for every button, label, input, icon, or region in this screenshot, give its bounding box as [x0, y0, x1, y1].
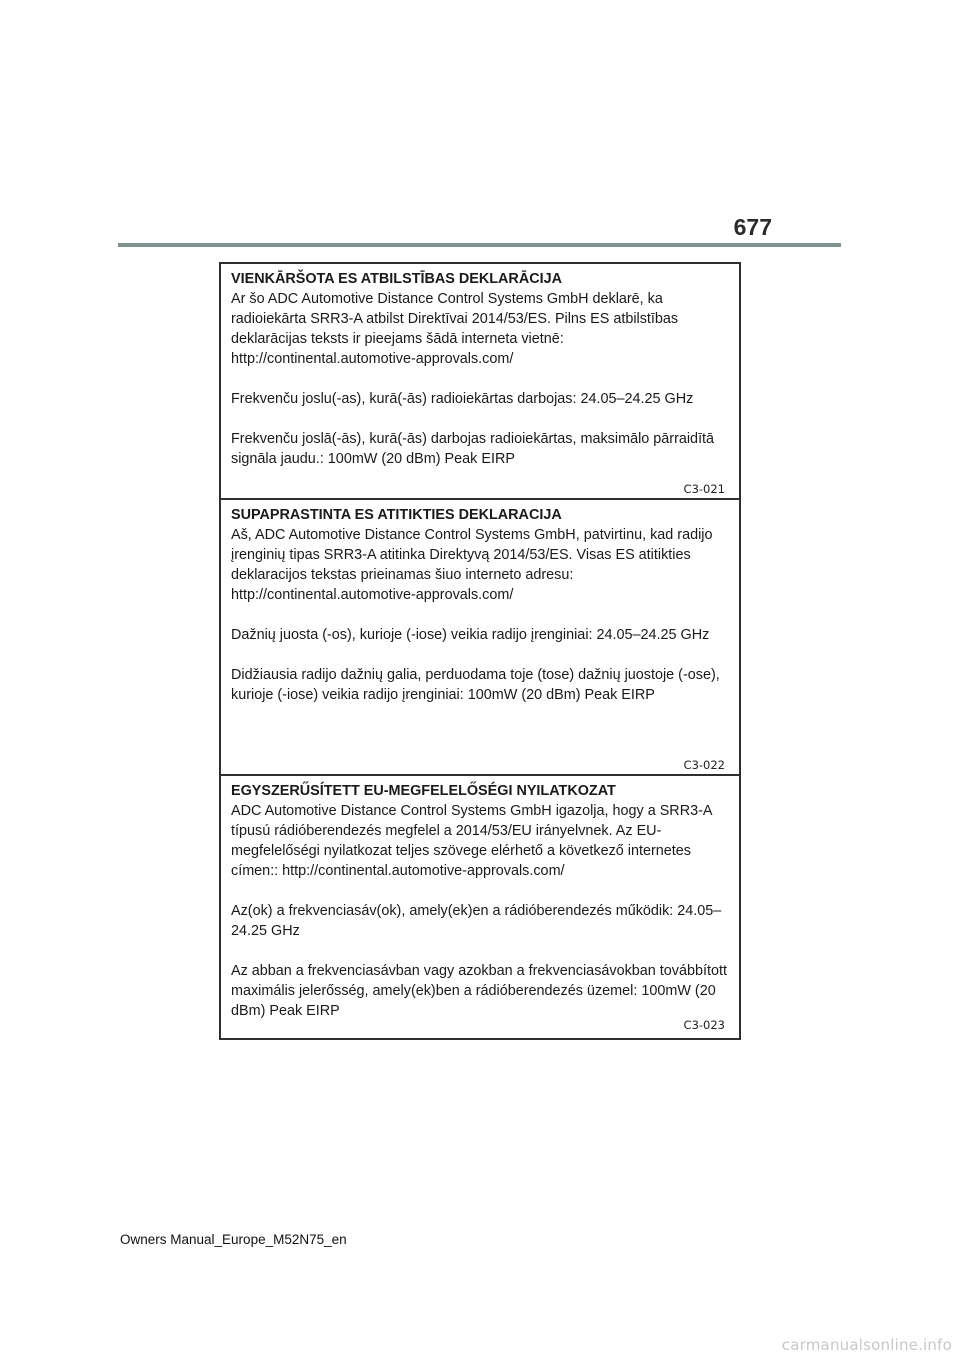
page-number: 677	[733, 214, 772, 240]
declaration-paragraph: Ar šo ADC Automotive Distance Control Systems GmbH deklarē, ka radioiekārta SRR3-A atbilst Direktīvai 2014/53/ES. Pilns ES atbilstības deklarācijas teksts ir pieejams šādā interneta vietnē: http://continental.automotive-approvals.com/	[231, 291, 679, 367]
declaration-title: SUPAPRASTINTA ES ATITIKTIES DEKLARACIJA	[231, 507, 562, 523]
declaration-code: C3-023	[683, 1018, 725, 1032]
declaration-paragraph: Frekvenču joslu(-as), kurā(-ās) radioiekārtas darbojas: 24.05–24.25 GHz	[231, 391, 694, 407]
declaration-box-latvian	[219, 262, 741, 498]
declaration-paragraph: Aš, ADC Automotive Distance Control Systems GmbH, patvirtinu, kad radijo įrenginių tipas SRR3-A atitinka Direktyvą 2014/53/ES. Visas ES atitikties deklaracijos tekstas prieinamas šiuo interneto adresu: http://continental.automotive-approvals.com/	[231, 527, 713, 603]
declaration-code: C3-022	[683, 758, 725, 772]
declaration-code: C3-021	[683, 482, 725, 496]
declaration-paragraph: Az(ok) a frekvenciasáv(ok), amely(ek)en a rádióberendezés működik: 24.05–24.25 GHz	[231, 903, 722, 939]
declaration-title: VIENKĀRŠOTA ES ATBILSTĪBAS DEKLARĀCIJA	[231, 271, 562, 287]
manual-footer: Owners Manual_Europe_M52N75_en	[120, 1232, 347, 1247]
declaration-box-hungarian	[219, 774, 741, 1040]
header-rule	[118, 243, 841, 247]
watermark: carmanualsonline.info	[781, 1336, 952, 1354]
declaration-paragraph: Dažnių juosta (-os), kurioje (-iose) veikia radijo įrenginiai: 24.05–24.25 GHz	[231, 627, 710, 643]
declaration-title: EGYSZERŰSÍTETT EU-MEGFELELŐSÉGI NYILATKOZAT	[231, 783, 616, 799]
declaration-paragraph: Didžiausia radijo dažnių galia, perduodama toje (tose) dažnių juostoje (-ose), kurioje (-iose) veikia radijo įrenginiai: 100mW (20 dBm) Peak EIRP	[231, 667, 720, 703]
declaration-box-lithuanian	[219, 498, 741, 774]
declaration-paragraph: Az abban a frekvenciasávban vagy azokban a frekvenciasávokban továbbított maximális jelerősség, amely(ek)ben a rádióberendezés üzemel: 100mW (20 dBm) Peak EIRP	[231, 963, 727, 1019]
declaration-paragraph: Frekvenču joslā(-ās), kurā(-ās) darbojas radioiekārtas, maksimālo pārraidītā signāla jaudu.: 100mW (20 dBm) Peak EIRP	[231, 431, 715, 467]
declaration-paragraph: ADC Automotive Distance Control Systems GmbH igazolja, hogy a SRR3-A típusú rádióberendezés megfelel a 2014/53/EU irányelvnek. Az EU-megfelelőségi nyilatkozat teljes szövege elérhető a következő internetes címen:: http://continental.automotive-approvals.com/	[231, 803, 712, 879]
